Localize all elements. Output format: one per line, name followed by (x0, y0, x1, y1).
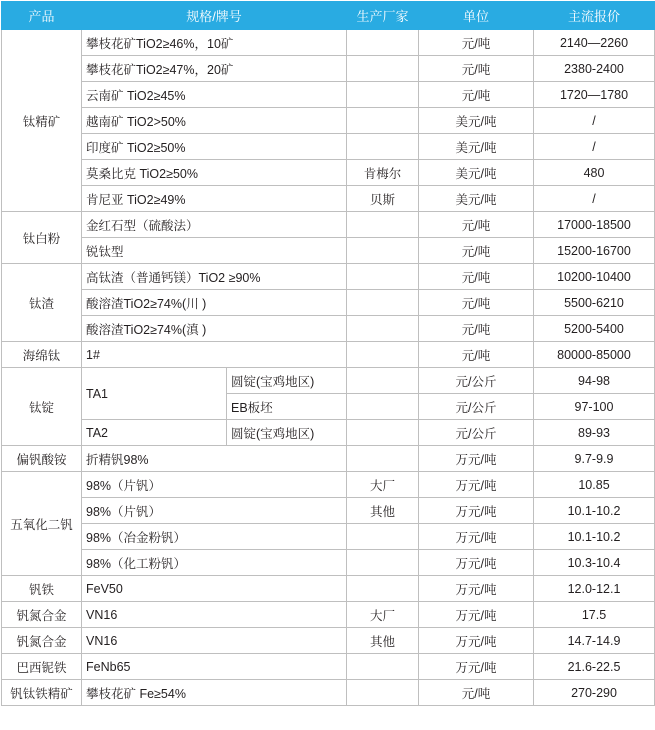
table-row (2, 316, 655, 342)
cell-unit: 万元/吨 (419, 550, 534, 576)
cell-spec: 98%（冶金粉钒） (82, 524, 347, 550)
table-row (2, 186, 655, 212)
cell-unit: 美元/吨 (419, 108, 534, 134)
table-row (2, 264, 655, 290)
cell-product: 钛渣 (2, 264, 82, 342)
cell-unit: 万元/吨 (419, 498, 534, 524)
header-product: 产品 (2, 2, 82, 30)
cell-manufacturer (347, 524, 419, 550)
table-row (2, 290, 655, 316)
cell-spec: 肯尼亚 TiO2≥49% (82, 186, 347, 212)
cell-manufacturer (347, 264, 419, 290)
table-row (2, 82, 655, 108)
cell-spec: 98%（化工粉钒） (82, 550, 347, 576)
cell-manufacturer (347, 56, 419, 82)
cell-manufacturer (347, 30, 419, 56)
cell-product: 海绵钛 (2, 342, 82, 368)
cell-price: 80000-85000 (534, 342, 655, 368)
cell-product: 偏钒酸铵 (2, 446, 82, 472)
cell-product: 钛精矿 (2, 30, 82, 212)
table-header (2, 2, 655, 30)
cell-price: 10.3-10.4 (534, 550, 655, 576)
cell-product: 钒氮合金 (2, 602, 82, 628)
cell-manufacturer (347, 576, 419, 602)
cell-product: 钛白粉 (2, 212, 82, 264)
cell-spec: 98%（片钒） (82, 498, 347, 524)
cell-manufacturer: 其他 (347, 628, 419, 654)
cell-unit: 元/吨 (419, 342, 534, 368)
cell-manufacturer (347, 368, 419, 394)
cell-manufacturer (347, 316, 419, 342)
cell-price: 15200-16700 (534, 238, 655, 264)
cell-price: 480 (534, 160, 655, 186)
cell-unit: 万元/吨 (419, 576, 534, 602)
cell-product: 钛锭 (2, 368, 82, 446)
cell-spec: 攀枝花矿TiO2≥47%，20矿 (82, 56, 347, 82)
cell-spec: 98%（片钒） (82, 472, 347, 498)
table-row (2, 550, 655, 576)
cell-manufacturer (347, 212, 419, 238)
table-row (2, 134, 655, 160)
table-row (2, 576, 655, 602)
cell-price: / (534, 134, 655, 160)
cell-manufacturer (347, 654, 419, 680)
cell-unit: 万元/吨 (419, 524, 534, 550)
cell-price: / (534, 108, 655, 134)
cell-price: 5200-5400 (534, 316, 655, 342)
table-row (2, 56, 655, 82)
table-row (2, 342, 655, 368)
cell-spec: 酸溶渣TiO2≥74%(滇 ) (82, 316, 347, 342)
cell-price: 14.7-14.9 (534, 628, 655, 654)
cell-manufacturer (347, 550, 419, 576)
cell-spec: 攀枝花矿TiO2≥46%，10矿 (82, 30, 347, 56)
cell-price: 89-93 (534, 420, 655, 446)
cell-unit: 元/吨 (419, 82, 534, 108)
cell-price: 1720—1780 (534, 82, 655, 108)
cell-unit: 元/公斤 (419, 368, 534, 394)
cell-spec: TA1 (82, 368, 227, 420)
cell-price: 12.0-12.1 (534, 576, 655, 602)
cell-manufacturer: 大厂 (347, 472, 419, 498)
cell-unit: 元/吨 (419, 238, 534, 264)
cell-spec: 莫桑比克 TiO2≥50% (82, 160, 347, 186)
cell-spec: FeV50 (82, 576, 347, 602)
cell-unit: 美元/吨 (419, 160, 534, 186)
cell-unit: 万元/吨 (419, 628, 534, 654)
cell-manufacturer (347, 342, 419, 368)
cell-unit: 万元/吨 (419, 654, 534, 680)
cell-unit: 美元/吨 (419, 134, 534, 160)
table-row (2, 524, 655, 550)
cell-price: 2380-2400 (534, 56, 655, 82)
cell-manufacturer (347, 134, 419, 160)
table-row (2, 472, 655, 498)
cell-spec: 云南矿 TiO2≥45% (82, 82, 347, 108)
table-row (2, 238, 655, 264)
cell-price: 17.5 (534, 602, 655, 628)
cell-product: 钒铁 (2, 576, 82, 602)
table-row (2, 446, 655, 472)
cell-unit: 元/吨 (419, 290, 534, 316)
cell-spec: 印度矿 TiO2≥50% (82, 134, 347, 160)
cell-manufacturer: 其他 (347, 498, 419, 524)
table-row (2, 498, 655, 524)
cell-unit: 元/吨 (419, 264, 534, 290)
cell-unit: 元/吨 (419, 316, 534, 342)
cell-price: / (534, 186, 655, 212)
cell-price: 5500-6210 (534, 290, 655, 316)
price-table (1, 1, 655, 706)
cell-price: 97-100 (534, 394, 655, 420)
cell-spec: 高钛渣（普通钙镁）TiO2 ≥90% (82, 264, 347, 290)
cell-manufacturer: 大厂 (347, 602, 419, 628)
cell-unit: 元/公斤 (419, 394, 534, 420)
cell-unit: 元/公斤 (419, 420, 534, 446)
cell-unit: 万元/吨 (419, 472, 534, 498)
cell-spec: 攀枝花矿 Fe≥54% (82, 680, 347, 706)
cell-manufacturer (347, 680, 419, 706)
cell-manufacturer (347, 290, 419, 316)
cell-unit: 元/吨 (419, 56, 534, 82)
table-row (2, 212, 655, 238)
table-row (2, 654, 655, 680)
cell-unit: 元/吨 (419, 680, 534, 706)
table-row (2, 30, 655, 56)
cell-manufacturer (347, 108, 419, 134)
cell-spec: 锐钛型 (82, 238, 347, 264)
cell-manufacturer (347, 238, 419, 264)
cell-unit: 万元/吨 (419, 602, 534, 628)
cell-spec: VN16 (82, 602, 347, 628)
cell-unit: 元/吨 (419, 30, 534, 56)
cell-price: 2140—2260 (534, 30, 655, 56)
cell-spec-sub: 圆锭(宝鸡地区) (227, 420, 347, 446)
header-unit: 单位 (419, 2, 534, 30)
cell-spec: VN16 (82, 628, 347, 654)
header-spec: 规格/牌号 (82, 2, 347, 30)
cell-manufacturer (347, 446, 419, 472)
cell-price: 9.7-9.9 (534, 446, 655, 472)
cell-price: 270-290 (534, 680, 655, 706)
cell-price: 94-98 (534, 368, 655, 394)
cell-price: 10.85 (534, 472, 655, 498)
table-row (2, 160, 655, 186)
cell-spec: 酸溶渣TiO2≥74%(川 ) (82, 290, 347, 316)
header-price: 主流报价 (534, 2, 655, 30)
cell-manufacturer (347, 394, 419, 420)
cell-manufacturer: 肯梅尔 (347, 160, 419, 186)
cell-product: 钒氮合金 (2, 628, 82, 654)
cell-product: 巴西铌铁 (2, 654, 82, 680)
cell-manufacturer: 贝斯 (347, 186, 419, 212)
table-body (2, 30, 655, 706)
cell-spec: 越南矿 TiO2>50% (82, 108, 347, 134)
cell-price: 10.1-10.2 (534, 524, 655, 550)
cell-price: 10.1-10.2 (534, 498, 655, 524)
cell-spec-sub: 圆锭(宝鸡地区) (227, 368, 347, 394)
cell-unit: 万元/吨 (419, 446, 534, 472)
cell-spec: FeNb65 (82, 654, 347, 680)
cell-product: 五氧化二钒 (2, 472, 82, 576)
table-row (2, 680, 655, 706)
header-manufacturer: 生产厂家 (347, 2, 419, 30)
cell-unit: 美元/吨 (419, 186, 534, 212)
cell-price: 17000-18500 (534, 212, 655, 238)
cell-spec: 金红石型（硫酸法） (82, 212, 347, 238)
table-row (2, 628, 655, 654)
cell-unit: 元/吨 (419, 212, 534, 238)
cell-spec: TA2 (82, 420, 227, 446)
table-row (2, 602, 655, 628)
cell-spec: 1# (82, 342, 347, 368)
cell-spec-sub: EB板坯 (227, 394, 347, 420)
table-row (2, 420, 655, 446)
table-row (2, 368, 655, 394)
cell-manufacturer (347, 82, 419, 108)
table-row (2, 108, 655, 134)
cell-price: 10200-10400 (534, 264, 655, 290)
cell-product: 钒钛铁精矿 (2, 680, 82, 706)
cell-manufacturer (347, 420, 419, 446)
header-row (2, 2, 655, 30)
cell-price: 21.6-22.5 (534, 654, 655, 680)
cell-spec: 折精钒98% (82, 446, 347, 472)
